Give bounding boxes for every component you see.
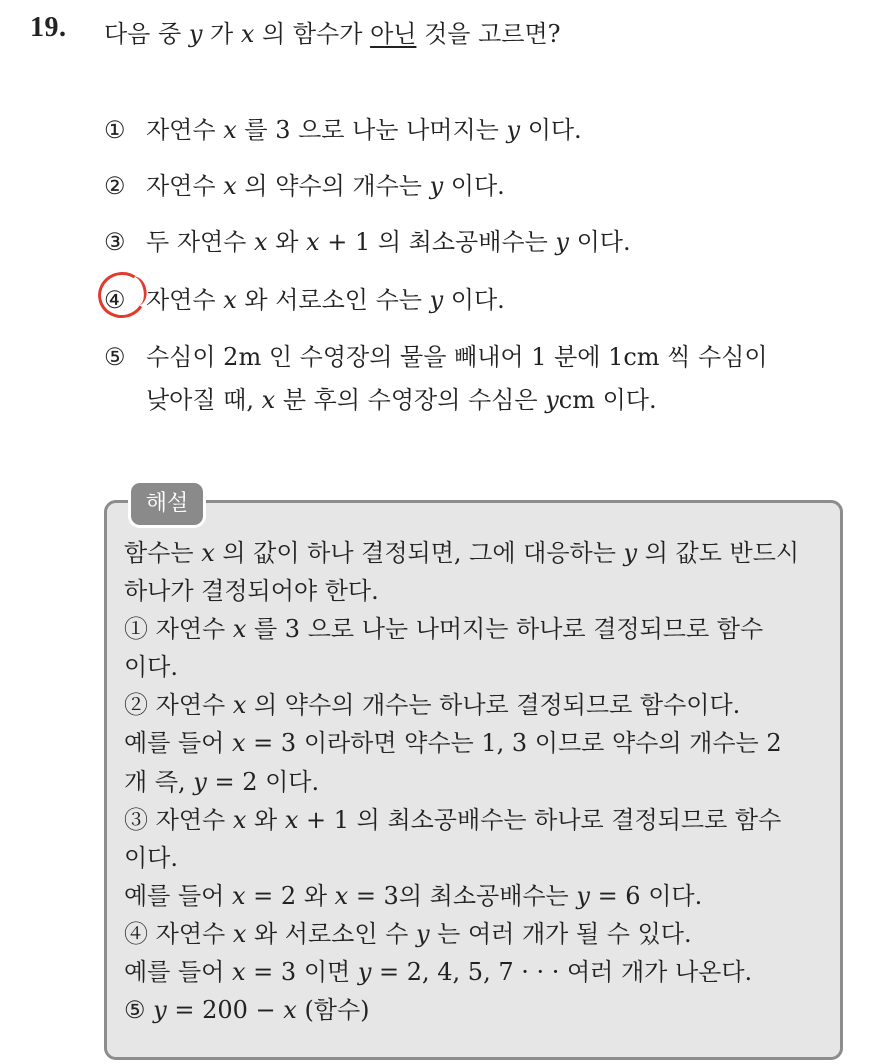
choice-line1: 수심이 2m 인 수영장의 물을 빼내어 1 분에 1cm 씩 수심이 <box>146 343 768 371</box>
solution-var-x: x <box>232 881 246 910</box>
solution-text-part: 이다. <box>124 653 178 682</box>
solution-text-part: 예를 들어 <box>124 729 232 758</box>
solution-text-part: 의 값도 반드시 <box>637 539 800 567</box>
question-number: 19. <box>30 12 67 43</box>
solution-text-part: 하나가 결정되어야 한다. <box>124 577 379 606</box>
solution-text-part: ① 자연수 <box>124 615 233 644</box>
solution-text-part: = 3의 최소공배수는 <box>348 881 577 910</box>
choice-4[interactable] <box>104 280 505 315</box>
choice-line2 <box>104 380 768 415</box>
solution-text-part: 는 여러 개가 될 수 있다. <box>429 919 692 948</box>
choice-3[interactable] <box>104 222 631 257</box>
question-var-y: y <box>188 20 203 48</box>
question-var-x: x <box>240 20 255 48</box>
choice-mark: ⑤ <box>104 343 126 371</box>
solution-text-part: 의 값이 하나 결정되면, 그에 대응하는 <box>214 539 624 567</box>
choice-var-x: x <box>223 116 237 144</box>
solution-line <box>124 801 834 839</box>
solution-line <box>124 686 834 724</box>
solution-text-part: = 3 이면 <box>245 958 358 987</box>
solution-var-x: x <box>232 958 246 987</box>
choice-text-a: 자연수 <box>146 172 216 200</box>
solution-text-part: ③ 자연수 <box>124 805 233 834</box>
choice-text-b: 분 후의 수영장의 수심은 <box>282 386 538 414</box>
solution-var-x: x <box>232 919 247 948</box>
question-mid2: 의 함수가 <box>262 20 363 48</box>
solution-var-y: y <box>623 539 638 567</box>
choice-text-b: 와 <box>275 228 299 256</box>
choice-text-b: 를 3 으로 나눈 나머지는 <box>244 116 499 144</box>
solution-var-x: x <box>232 805 247 834</box>
choice-text-b: 와 서로소인 수는 <box>244 286 422 314</box>
solution-text-part: = 2 와 <box>245 881 335 910</box>
choice-text-a: 낮아질 때, <box>146 386 254 414</box>
choice-2[interactable] <box>104 166 505 201</box>
choice-text-c: 이다. <box>576 228 631 256</box>
solution-var-y: y <box>576 881 590 910</box>
choice-mark: ④ <box>104 286 126 314</box>
solution-var-x: x <box>334 881 349 910</box>
choice-text-c: 이다. <box>450 286 505 314</box>
solution-line <box>124 991 834 1029</box>
solution-line <box>124 648 834 686</box>
choice-5[interactable] <box>104 337 768 415</box>
choice-var-y: y <box>429 172 444 200</box>
solution-line <box>124 953 834 991</box>
choice-1[interactable] <box>104 110 582 145</box>
solution-text-part: 의 약수의 개수는 하나로 결정되므로 함수이다. <box>246 691 741 720</box>
solution-text-part: 와 <box>246 805 285 834</box>
question-mid1: 가 <box>210 20 234 48</box>
choice-text-a: 자연수 <box>146 286 216 314</box>
solution-line <box>124 610 834 648</box>
solution-var-x: x <box>232 729 246 758</box>
solution-var-x: x <box>201 539 215 567</box>
solution-var-x: x <box>232 691 247 720</box>
choice-text-b: 의 약수의 개수는 <box>244 172 422 200</box>
solution-text-part: (함수) <box>296 996 370 1025</box>
solution-text-part: ② 자연수 <box>124 691 233 720</box>
solution-text-part: = 6 이다. <box>589 881 703 910</box>
solution-line <box>124 534 834 572</box>
solution-line <box>124 839 834 877</box>
solution-text-part: 함수는 <box>124 539 202 567</box>
solution-text-part: 개 즉, <box>124 767 194 796</box>
solution-var-y: y <box>357 958 372 987</box>
choice-text-b2: + 1 의 최소공배수는 <box>327 228 548 256</box>
solution-text-part: = 200 − <box>166 996 284 1025</box>
choice-var-x: x <box>261 386 276 414</box>
choice-var-y: y <box>545 386 559 414</box>
choice-mark: ① <box>104 116 126 144</box>
choice-text-c: cm 이다. <box>558 386 657 414</box>
choice-text-c: 이다. <box>450 172 505 200</box>
solution-var-x: x <box>284 805 299 834</box>
solution-text-part: 예를 들어 <box>124 958 232 987</box>
solution-var-y: y <box>415 919 430 948</box>
choice-var-y: y <box>555 228 569 256</box>
solution-tag: 해설 <box>128 480 206 528</box>
solution-text-part: + 1 의 최소공배수는 하나로 결정되므로 함수 <box>298 805 782 834</box>
choice-var-x2: x <box>306 228 320 256</box>
solution-text-part: 를 3 으로 나눈 나머지는 하나로 결정되므로 함수 <box>246 615 764 644</box>
solution-text-part: 예를 들어 <box>124 881 232 910</box>
solution-var-y: y <box>193 767 207 796</box>
choice-var-y: y <box>506 116 521 144</box>
solution-text <box>124 534 834 1029</box>
solution-line <box>124 763 834 801</box>
solution-text-part: ⑤ <box>124 996 154 1025</box>
solution-var-x: x <box>283 996 297 1025</box>
solution-line <box>124 724 834 762</box>
solution-text-part: = 2, 4, 5, 7 · · · 여러 개가 나온다. <box>371 958 753 987</box>
solution-var-y: y <box>153 996 167 1025</box>
choice-var-y: y <box>429 286 444 314</box>
choice-text-c: 이다. <box>527 116 582 144</box>
question-prefix: 다음 중 <box>104 20 182 48</box>
choice-text-a: 두 자연수 <box>146 228 247 256</box>
solution-line <box>124 915 834 953</box>
solution-text-part: 이다. <box>124 843 178 872</box>
choice-var-x: x <box>223 286 237 314</box>
question-text <box>104 14 561 49</box>
choice-mark: ② <box>104 172 126 200</box>
choice-var-x: x <box>254 228 268 256</box>
choice-mark: ③ <box>104 228 126 256</box>
solution-text-part: = 3 이라하면 약수는 1, 3 이므로 약수의 개수는 2 <box>245 729 782 758</box>
solution-var-x: x <box>232 615 247 644</box>
choice-text-a: 자연수 <box>146 116 216 144</box>
solution-text-part: = 2 이다. <box>206 767 320 796</box>
question-suffix: 것을 고르면? <box>424 20 561 48</box>
solution-text-part: 와 서로소인 수 <box>246 919 416 948</box>
question-underlined: 아닌 <box>370 20 417 48</box>
choice-var-x: x <box>223 172 237 200</box>
solution-line <box>124 572 834 610</box>
solution-text-part: ④ 자연수 <box>124 919 233 948</box>
solution-line <box>124 877 834 915</box>
